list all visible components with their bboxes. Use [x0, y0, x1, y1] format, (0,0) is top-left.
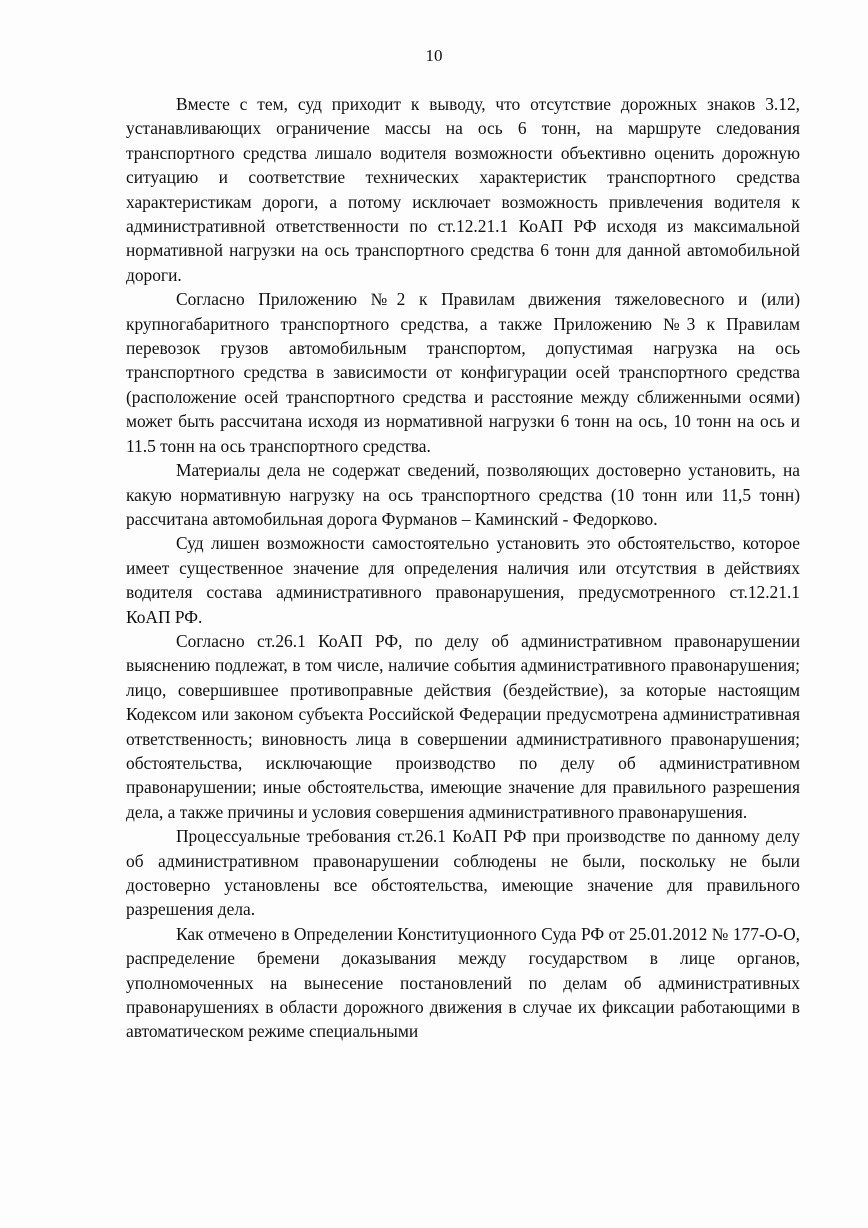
paragraph-case-materials: Материалы дела не содержат сведений, позволяющих достоверно установить, на какую нормативную нагрузку на ось транспортного средства (10 тонн или 11,5 тонн) рассчитана автомобильная дорога Фурманов – Каминский - Федорково.	[126, 460, 800, 529]
page-number: 10	[425, 46, 443, 65]
paragraph-procedural-requirements: Процессуальные требования ст.26.1 КоАП РФ при производстве по данному делу об административном правонарушении соблюдены не были, поскольку не были достоверно установлены все обстоятельства, имеющие значение для правильного разрешения дела.	[126, 826, 800, 920]
paragraph-road-signs: Вместе с тем, суд приходит к выводу, что отсутствие дорожных знаков 3.12, устанавливающих ограничение массы на ось 6 тонн, на маршруте следования транспортного средства лишало водителя возможности объективно оценить дорожную ситуацию и соответствие технических характеристик транспортного средства характеристикам дороги, а потому исключает возможность привлечения водителя к административной ответственности по ст.12.21.1 КоАП РФ исходя из максимальной нормативной нагрузки на ось транспортного средства 6 тонн для данной автомобильной дороги.	[126, 94, 800, 285]
paragraph-axle-load-rules: Согласно Приложению №2 к Правилам движения тяжеловесного и (или) крупногабаритного транспортного средства, а также Приложению №3 к Правилам перевозок грузов автомобильным транспортом, допустимая нагрузка на ось транспортного средства в зависимости от конфигурации осей транспортного средства (расположение осей транспортного средства и расстояние между сближенными осями) может быть рассчитана исходя из нормативной нагрузки 6 тонн на ось, 10 тонн на ось и 11.5 тонн на ось транспортного средства.	[126, 289, 800, 456]
paragraph-constitutional-court: Как отмечено в Определении Конституционного Суда РФ от 25.01.2012 № 177-О-О, распределение бремени доказывания между государством в лице органов, уполномоченных на вынесение постановлений по делам об административных правонарушениях в области дорожного движения в случае их фиксации работающими в автоматическом режиме специальными	[126, 923, 800, 1042]
paragraph-court-unable: Суд лишен возможности самостоятельно установить это обстоятельство, которое имеет существенное значение для определения наличия или отсутствия в действиях водителя состава административного правонарушения, предусмотренного ст.12.21.1 КоАП РФ.	[126, 533, 800, 627]
paragraph-article-26-1: Согласно ст.26.1 КоАП РФ, по делу об административном правонарушении выяснению подлежат, в том числе, наличие события административного правонарушения; лицо, совершившее противоправные действия (бездействие), за которые настоящим Кодексом или законом субъекта Российской Федерации предусмотрена административная ответственность; виновность лица в совершении административного правонарушения; обстоятельства, исключающие производство по делу об административном правонарушении; иные обстоятельства, имеющие значение для правильного разрешения дела, а также причины и условия совершения административного правонарушения.	[126, 630, 800, 822]
document-body	[126, 92, 800, 1044]
